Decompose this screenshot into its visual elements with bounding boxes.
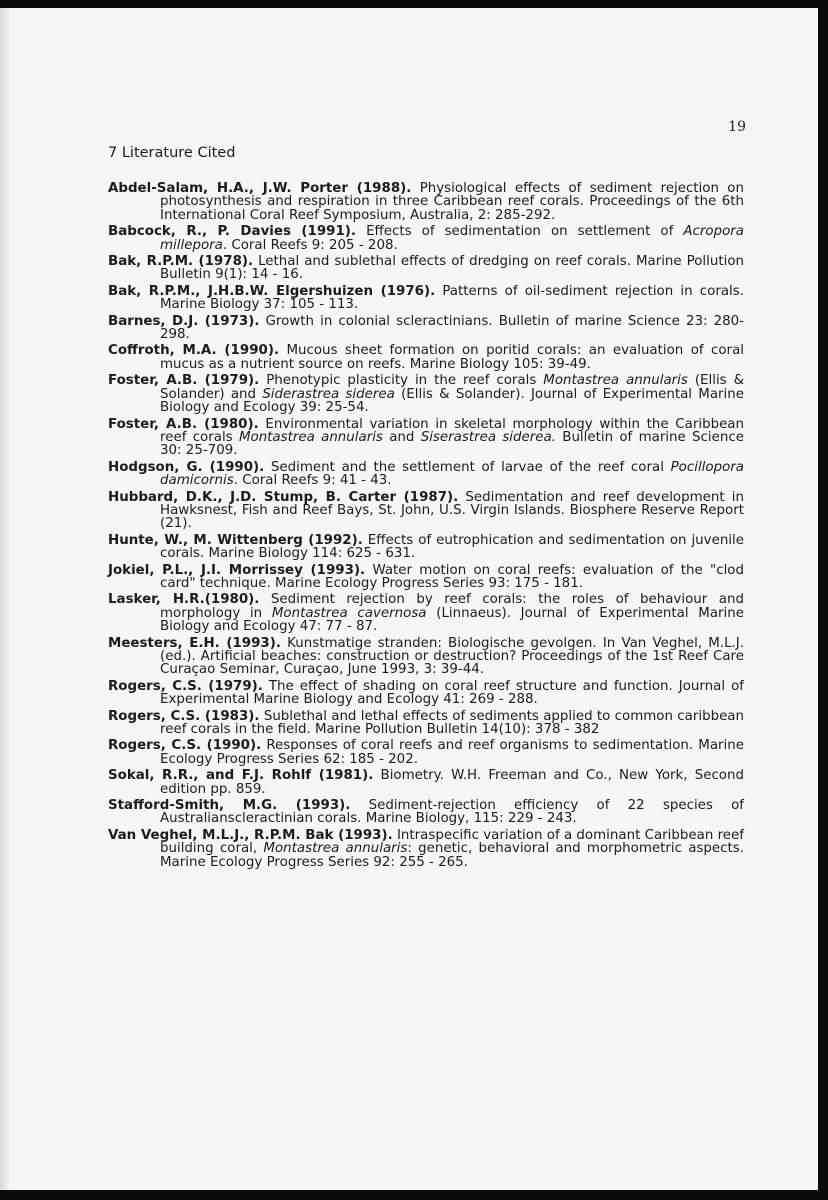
- reference-text: Growth in colonial scleractinians. Bulletin of marine Science 23: 280-298.: [160, 313, 744, 343]
- reference-text: Sublethal and lethal effects of sediments applied to common caribbean reef corals in the field. Marine Pollution Bulletin 14(10): 378 - 382: [160, 708, 745, 738]
- reference-authors: Sokal, R.R., and F.J. Rohlf (1981).: [108, 768, 374, 784]
- reference-authors: Jokiel, P.L., J.I. Morrissey (1993).: [108, 562, 366, 578]
- reference-text: Kunstmatige stranden: Biologische gevolgen. In Van Veghel, M.L.J. (ed.). Artificial beaches: construction or destruction? Proceedings of the 1st Reef Care Curaçao Seminar, Curaçao, June 1993, 3: 39-44.: [160, 635, 744, 678]
- reference-text: Sedimentation and reef development in Hawksnest, Fish and Reef Bays, St. John, U.S. Virgin Islands. Biosphere Reserve Report (21).: [160, 489, 744, 532]
- reference-species-name: Montastrea annularis: [543, 373, 688, 389]
- reference-entry: [108, 374, 744, 414]
- reference-text: Mucous sheet formation on poritid corals: an evaluation of coral mucus as a nutrient source on reefs. Marine Biology 105: 39-49.: [160, 343, 744, 372]
- reference-authors: Bak, R.P.M. (1978).: [108, 254, 254, 270]
- reference-entry: [108, 315, 744, 342]
- reference-entry: [108, 829, 744, 869]
- reference-authors: Hodgson, G. (1990).: [108, 459, 265, 475]
- reference-text: Phenotypic plasticity in the reef corals: [259, 373, 544, 389]
- reference-text: Responses of coral reefs and reef organisms to sedimentation. Marine Ecology Progress Series 62: 185 - 202.: [160, 738, 744, 767]
- reference-text: Patterns of oil-sediment rejection in corals. Marine Biology 37: 105 - 113.: [160, 283, 744, 313]
- reference-entry: [108, 739, 744, 766]
- reference-entry: [108, 769, 744, 796]
- reference-authors: Foster, A.B. (1979).: [108, 373, 260, 389]
- reference-text: Intraspecific variation of a dominant Caribbean reef building coral,: [160, 827, 744, 857]
- reference-authors: Foster, A.B. (1980).: [108, 416, 259, 432]
- reference-entry: [108, 534, 744, 561]
- reference-entry: [108, 225, 744, 252]
- reference-authors: Babcock, R., P. Davies (1991).: [108, 224, 357, 240]
- reference-text: and: [382, 429, 421, 445]
- reference-authors: Meesters, E.H. (1993).: [108, 635, 281, 651]
- reference-authors: Lasker, H.R.(1980).: [108, 592, 260, 608]
- document-page: [0, 8, 818, 1190]
- reference-authors: Coffroth, M.A. (1990).: [108, 343, 280, 359]
- reference-authors: Rogers, C.S. (1979).: [108, 678, 263, 694]
- reference-entry: [108, 182, 744, 222]
- reference-entry: [108, 491, 744, 531]
- reference-text: Physiological effects of sediment rejection on photosynthesis and respiration in three Caribbean reef corals. Proceedings of the 6th International Coral Reef Symposium, Australia, 2: 285-292.: [160, 181, 744, 223]
- reference-authors: Bak, R.P.M., J.H.B.W. Elgershuizen (1976).: [108, 283, 436, 299]
- reference-entry: [108, 255, 744, 282]
- reference-text: Sediment rejection by reef corals: the roles of behaviour and morphology in: [160, 592, 744, 621]
- reference-text: (Ellis & Solander) and: [160, 373, 745, 402]
- reference-species-name: Siserastrea siderea.: [420, 429, 556, 445]
- reference-text: (Linnaeus). Journal of Experimental Marine Biology and Ecology 47: 77 - 87.: [160, 605, 744, 635]
- reference-text: Sediment and the settlement of larvae of the reef coral: [264, 459, 671, 475]
- reference-species-name: Montastrea annularis: [263, 841, 408, 857]
- reference-entry: [108, 710, 744, 737]
- reference-entry: [108, 680, 744, 707]
- reference-authors: Van Veghel, M.L.J., R.P.M. Bak (1993).: [108, 827, 393, 843]
- reference-entry: [108, 799, 744, 826]
- reference-entry: [108, 285, 744, 312]
- reference-text: Effects of eutrophication and sedimentation on juvenile corals. Marine Biology 114: 625 - 631.: [160, 532, 744, 562]
- reference-species-name: Pocillopora damicornis: [160, 459, 744, 489]
- reference-text: . Coral Reefs 9: 205 - 208.: [222, 237, 398, 253]
- reference-text: The effect of shading on coral reef structure and function. Journal of Experimental Marine Biology and Ecology 41: 269 - 288.: [160, 678, 744, 708]
- reference-entry: [108, 461, 744, 488]
- reference-entry: [108, 418, 744, 458]
- reference-text: Lethal and sublethal effects of dredging on reef corals. Marine Pollution Bulletin 9(1): 14 - 16.: [160, 254, 744, 283]
- reference-entry: [108, 564, 744, 591]
- reference-authors: Hunte, W., M. Wittenberg (1992).: [108, 532, 363, 548]
- reference-entry: [108, 637, 744, 677]
- section-heading: 7 Literature Cited: [108, 145, 236, 161]
- reference-text: Water motion on coral reefs: evaluation of the "clod card" technique. Marine Ecology Progress Series 93: 175 - 181.: [160, 562, 744, 591]
- reference-authors: Rogers, C.S. (1983).: [108, 708, 260, 724]
- reference-authors: Hubbard, D.K., J.D. Stump, B. Carter (1987).: [108, 489, 459, 505]
- reference-authors: Stafford-Smith, M.G. (1993).: [108, 798, 351, 814]
- reference-authors: Abdel-Salam, H.A., J.W. Porter (1988).: [108, 181, 412, 196]
- reference-list: [108, 182, 744, 872]
- reference-species-name: Montastrea cavernosa: [271, 605, 427, 621]
- page-number: 19: [728, 119, 746, 135]
- reference-text: : genetic, behavioral and morphometric aspects. Marine Ecology Progress Series 92: 255 - 265.: [160, 841, 744, 870]
- reference-species-name: Siderastrea siderea: [262, 386, 395, 402]
- reference-text: Effects of sedimentation on settlement of: [356, 224, 684, 240]
- reference-authors: Barnes, D.J. (1973).: [108, 313, 260, 329]
- reference-authors: Rogers, C.S. (1990).: [108, 738, 262, 754]
- reference-entry: [108, 593, 744, 633]
- reference-text: Biometry. W.H. Freeman and Co., New York, Second edition pp. 859.: [160, 768, 744, 797]
- reference-entry: [108, 344, 744, 371]
- reference-text: Sediment-rejection efficiency of 22 species of Australianscleractinian corals. Marine Biology, 115: 229 - 243.: [160, 798, 744, 827]
- reference-species-name: Montastrea annularis: [238, 429, 383, 445]
- reference-text: Environmental variation in skeletal morphology within the Caribbean reef corals: [160, 416, 745, 445]
- reference-text: Bulletin of marine Science 30: 25-709.: [160, 429, 744, 459]
- reference-species-name: Acropora millepora: [160, 224, 744, 253]
- reference-text: (Ellis & Solander). Journal of Experimental Marine Biology and Ecology 39: 25-54.: [160, 386, 744, 416]
- reference-text: . Coral Reefs 9: 41 - 43.: [233, 473, 392, 489]
